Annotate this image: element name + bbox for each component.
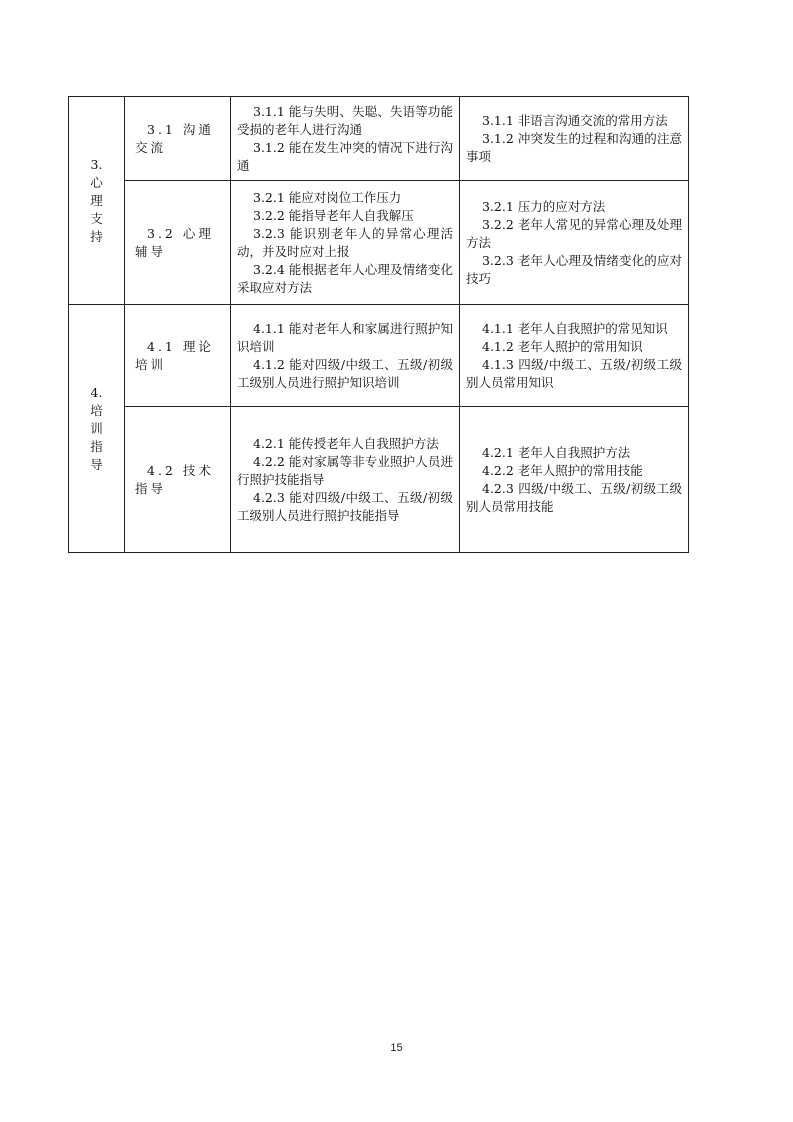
skill-item: 3.2.1 能应对岗位工作压力 xyxy=(253,189,402,205)
skill-item: 4.2.3 能对四级/中级工、五级/初级工级别人员进行照护技能指导 xyxy=(237,489,453,523)
module-cell xyxy=(69,305,125,553)
skills-table xyxy=(68,96,689,553)
knowledge-item: 3.1.1 非语言沟通交流的常用方法 xyxy=(482,112,668,128)
module-cell xyxy=(69,97,125,305)
knowledge-item: 4.2.2 老年人照护的常用技能 xyxy=(482,462,643,478)
unit-cell xyxy=(125,97,231,181)
unit-title: 4.1 理论培训 xyxy=(135,338,214,372)
knowledge-item: 4.1.2 老年人照护的常用知识 xyxy=(482,338,643,354)
unit-title: 3.2 心理辅导 xyxy=(135,225,214,259)
knowledge-cell xyxy=(460,97,689,181)
skill-item: 4.1.2 能对四级/中级工、五级/初级工级别人员进行照护知识培训 xyxy=(237,356,453,390)
skill-item: 3.1.1 能与失明、失聪、失语等功能受损的老年人进行沟通 xyxy=(237,103,453,137)
table-row xyxy=(69,97,689,181)
skill-item: 4.2.2 能对家属等非专业照护人员进行照护技能指导 xyxy=(237,453,453,487)
knowledge-cell xyxy=(460,181,689,305)
skills-cell xyxy=(231,407,460,553)
knowledge-item: 3.1.2 冲突发生的过程和沟通的注意事项 xyxy=(466,130,682,164)
module-number: 4. xyxy=(90,384,103,400)
module-title: 心理支持 xyxy=(90,174,103,244)
skill-item: 3.2.2 能指导老年人自我解压 xyxy=(253,207,414,223)
page-number: 15 xyxy=(390,1042,403,1054)
table-row xyxy=(69,407,689,553)
skills-cell xyxy=(231,97,460,181)
knowledge-item: 3.2.1 压力的应对方法 xyxy=(482,198,606,214)
unit-title: 4.2 技术指导 xyxy=(135,462,214,496)
knowledge-cell xyxy=(460,407,689,553)
skills-cell xyxy=(231,181,460,305)
skill-item: 3.2.4 能根据老年人心理及情绪变化采取应对方法 xyxy=(237,261,453,295)
skill-item: 3.2.3 能识别老年人的异常心理活动，并及时应对上报 xyxy=(237,225,453,259)
knowledge-cell xyxy=(460,305,689,407)
knowledge-item: 4.1.1 老年人自我照护的常见知识 xyxy=(482,320,668,336)
knowledge-item: 3.2.2 老年人常见的异常心理及处理方法 xyxy=(466,216,682,250)
table-row xyxy=(69,181,689,305)
unit-cell xyxy=(125,181,231,305)
knowledge-item: 3.2.3 老年人心理及情绪变化的应对技巧 xyxy=(466,252,682,286)
module-title: 培训指导 xyxy=(90,402,103,472)
skill-item: 4.2.1 能传授老年人自我照护方法 xyxy=(253,435,439,451)
skills-cell xyxy=(231,305,460,407)
knowledge-item: 4.2.1 老年人自我照护方法 xyxy=(482,444,631,460)
knowledge-item: 4.2.3 四级/中级工、五级/初级工级别人员常用技能 xyxy=(466,480,682,514)
skill-item: 4.1.1 能对老年人和家属进行照护知识培训 xyxy=(237,320,453,354)
module-number: 3. xyxy=(90,156,103,172)
knowledge-item: 4.1.3 四级/中级工、五级/初级工级别人员常用知识 xyxy=(466,356,682,390)
unit-title: 3.1 沟通交流 xyxy=(135,121,214,155)
unit-cell xyxy=(125,407,231,553)
skill-item: 3.1.2 能在发生冲突的情况下进行沟通 xyxy=(237,139,453,173)
table-row xyxy=(69,305,689,407)
unit-cell xyxy=(125,305,231,407)
